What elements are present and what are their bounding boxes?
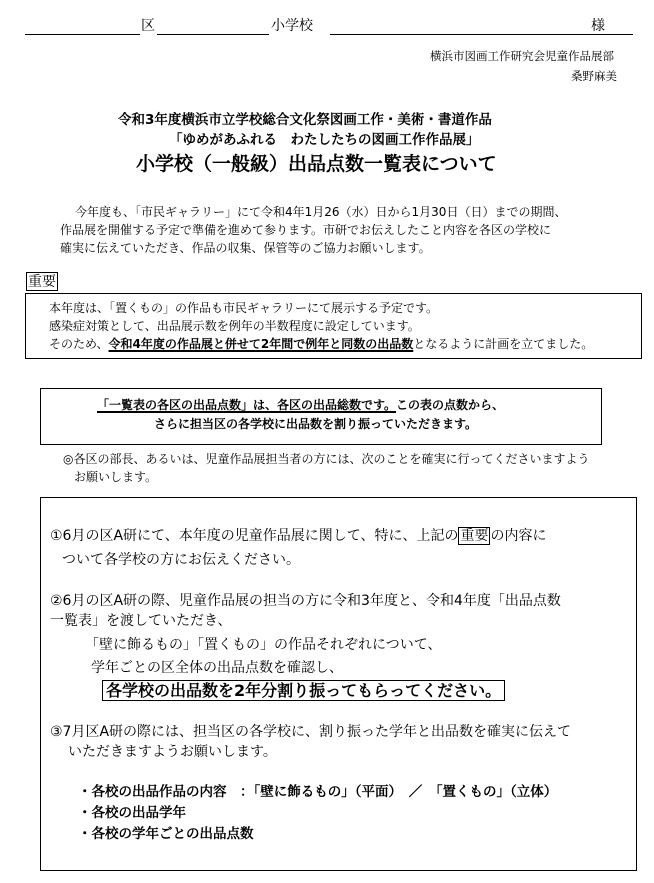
important-line2: 感染症対策として、出品展示数を例年の半数程度に設定しています。 xyxy=(49,319,420,333)
bullet-item-count: ・各校の学年ごとの出品点数 xyxy=(78,826,254,842)
sender-name: 桑野麻美 xyxy=(571,69,617,83)
title-line2: 「ゆめがあふれる わたしたちの図画工作作品展」 xyxy=(169,132,480,148)
request-line1: ◎各区の部長、あるいは、児童作品展担当者の方には、次のことを確実に行ってくださいますよう xyxy=(63,452,590,466)
important-ref-box: 重要 xyxy=(460,528,489,544)
step3-line2: いただきますようお願いします。 xyxy=(68,744,277,760)
school-name-line xyxy=(330,34,633,35)
step3-line1: ③7月区A研の際には、担当区の各学校に、割り振った学年と出品数を確実に伝えて xyxy=(50,724,572,740)
step2-line4: 学年ごとの区全体の出品点数を確認し、 xyxy=(91,660,343,676)
intro-line2: 作品展を開催する予定で準備を進めて参ります。市研でお伝えしたこと内容を各区の学校に xyxy=(60,223,552,237)
notice-line2: さらに担当区の各学校に出品数を割り振っていただきます。 xyxy=(154,417,478,431)
notice-emphasis: 「一覧表の各区の出品点数」は、各区の出品総数です。 xyxy=(97,398,397,412)
notice-line1: 「一覧表の各区の出品点数」は、各区の出品総数です。この表の点数から、 xyxy=(97,398,505,412)
step1-line1: ①6月の区A研にて、本年度の児童作品展に関して、特に、上記の 重要 の内容に xyxy=(50,528,547,544)
step2-line2: 一覧表」を渡していただき、 xyxy=(50,613,232,629)
step2-emphasis-box: 各学校の出品数を2年分割り振ってもらってください。 xyxy=(102,680,505,701)
school-label: 小学校 xyxy=(271,18,313,34)
page-title: 小学校（一般級）出品点数一覧表について xyxy=(136,153,497,175)
step2-line3: 「壁に飾るもの」「置くもの」の作品それぞれについて、 xyxy=(85,637,442,653)
title-line1: 令和3年度横浜市立学校総合文化祭図画工作・美術・書道作品 xyxy=(118,112,492,128)
ward-school-line xyxy=(157,34,269,35)
ward-label: 区 xyxy=(141,18,155,34)
ward-blank-line xyxy=(25,34,140,35)
step1-line2: ついて各学校の方にお伝えください。 xyxy=(62,552,300,568)
honorific: 様 xyxy=(591,18,605,34)
request-line2: お願いします。 xyxy=(74,470,158,484)
bullet-item-content: ・各校の出品作品の内容 ：「壁に飾るもの」（平面） ／ 「置くもの」（立体） xyxy=(78,784,558,800)
sender-org: 横浜市図画工作研究会児童作品展部 xyxy=(430,49,614,63)
bullet-item-grade: ・各校の出品学年 xyxy=(78,805,186,821)
intro-line1: 今年度も、「市民ギャラリー」にて令和4年1月26（水）日から1月30日（日）までの期間、 xyxy=(75,205,567,219)
important-label: 重要 xyxy=(28,274,56,290)
important-line1: 本年度は、「置くもの」の作品も市民ギャラリーにて展示する予定です。 xyxy=(49,301,439,315)
important-line3: そのため、令和4年度の作品展と併せて2年間で例年と同数の出品数となるように計画を立てました。 xyxy=(49,337,594,351)
important-emphasis: 令和4年度の作品展と併せて2年間で例年と同数の出品数 xyxy=(108,337,414,351)
step2-line1: ②6月の区A研の際、児童作品展の担当の方に令和3年度と、令和4年度「出品点数 xyxy=(50,593,561,609)
intro-line3: 確実に伝えていただき、作品の収集、保管等のご協力お願いします。 xyxy=(60,241,431,255)
